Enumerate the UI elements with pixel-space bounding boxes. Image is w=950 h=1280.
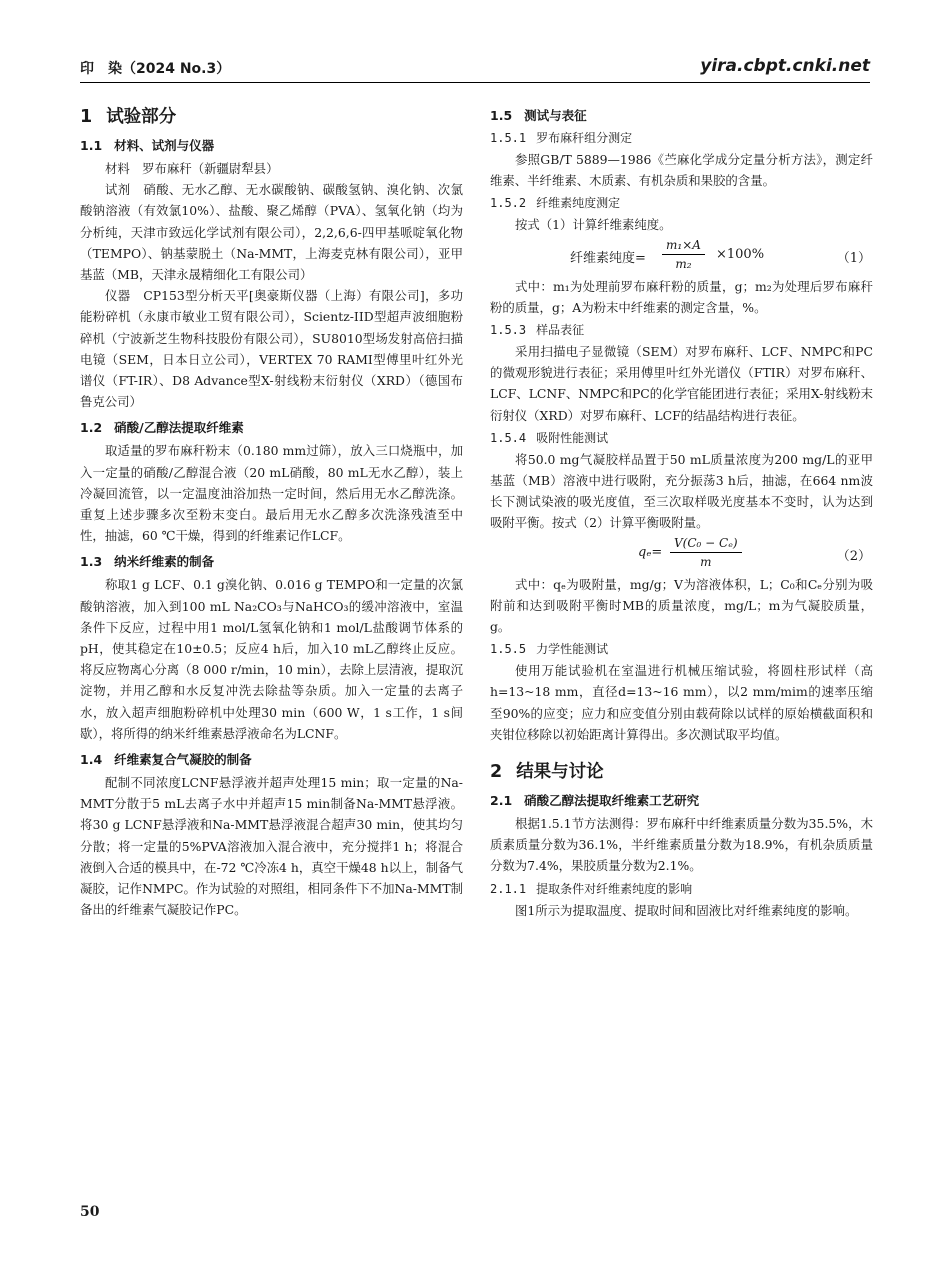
equation-1-tail: ×100% — [716, 246, 765, 262]
page-header — [80, 56, 870, 82]
left-column — [80, 100, 463, 921]
equation-2-denominator: m — [700, 554, 712, 569]
equation-1-number: （1） — [836, 250, 871, 266]
equation-1-numerator: m₁×A — [662, 236, 705, 255]
section-1-5-4-paragraph: 将50.0 mg气凝胶样品置于50 mL质量浓度为200 mg/L的亚甲基蓝（MB）溶液中进行吸附，充分振荡3 h后，抽滤，在664 nm波长下测试染液的吸光度值，至三次取样吸光度基本不变时，认为达到吸附平衡。按式（2）计算平衡吸附量。 — [490, 451, 873, 531]
section-1-5-5-heading: 1.5.5 力学性能测试 — [490, 642, 609, 657]
instruments-paragraph: 仪器 CP153型分析天平[奥豪斯仪器（上海）有限公司]，多功能粉碎机（永康市敏业工贸有限公司），Scientz-IID型超声波细胞粉碎机（宁波新芝生物科技股份有限公司），SU8010型场发射高倍扫描电镜（SEM，日本日立公司），VERTEX 70 RAMI型傅里叶红外光谱仪（FT-IR）、D8 Advance型X-射线粉末衍射仪（XRD）（德国布鲁克公司） — [80, 288, 463, 410]
section-1-5-2-heading: 1.5.2 纤维素纯度测定 — [490, 196, 621, 211]
equation-2-numerator: V(C₀ − Cₑ) — [670, 534, 742, 553]
section-2-heading: 2 结果与讨论 — [490, 762, 604, 783]
section-1-5-4-heading: 1.5.4 吸附性能测试 — [490, 430, 609, 445]
equation-1-explanation: 式中：m₁为处理前罗布麻秆粉的质量，g；m₂为处理后罗布麻秆粉的质量，g；A为粉末中纤维素的测定含量，%。 — [490, 278, 873, 315]
reagents-paragraph: 试剂 硝酸、无水乙醇、无水碳酸钠、碳酸氢钠、溴化钠、次氯酸钠溶液（有效氯10%）、盐酸、聚乙烯醇（PVA）、氢氧化钠（均为分析纯，天津市致远化学试剂有限公司），2,2,6,6-四甲基哌啶氧化物（TEMPO）、钠基蒙脱土（Na-MMT，上海麦克林有限公司），亚甲基蓝（MB，天津永晟精细化工有限公司） — [80, 182, 463, 283]
section-2-1-heading: 2.1 硝酸乙醇法提取纤维素工艺研究 — [490, 793, 700, 809]
section-2-1-1-paragraph: 图1所示为提取温度、提取时间和固液比对纤维素纯度的影响。 — [515, 902, 858, 918]
section-1-5-3-paragraph: 采用扫描电子显微镜（SEM）对罗布麻秆、LCF、NMPC和PC的微观形貌进行表征；采用傅里叶红外光谱仪（FTIR）对罗布麻秆、LCF、LCNF、NMPC和PC的化学官能团进行表征；采用X-射线粉末衍射仪（XRD）对罗布麻秆、LCF的结晶结构进行表征。 — [490, 344, 873, 423]
equation-1-fraction — [662, 236, 705, 273]
section-1-3-heading: 1.3 纳米纤维素的制备 — [80, 554, 215, 570]
section-1-4-paragraph: 配制不同浓度LCNF悬浮液并超声处理15 min；取一定量的Na-MMT分散于5 mL去离子水中并超声15 min制备Na-MMT悬浮液。将30 g LCNF悬浮液和Na-MMT悬浮液混合超声30 min，使其均匀分散；将一定量的5%PVA溶液加入混合液中，充分搅拌1 h；将混合液倒入合适的模具中，在-72 ℃冷冻4 h，真空干燥48 h以上，制备气凝胶，记作NMPC。作为试验的对照组，相同条件下不加Na-MMT制备出的纤维素气凝胶记作PC。 — [80, 775, 463, 918]
section-1-heading: 1 试验部分 — [80, 107, 177, 127]
section-1-5-1-heading: 1.5.1 罗布麻秆组分测定 — [490, 131, 633, 145]
materials-paragraph: 材料 罗布麻秆（新疆尉犁县） — [105, 161, 279, 176]
equation-1-lhs: 纤维素纯度= — [570, 250, 646, 266]
equation-2-fraction — [670, 534, 742, 571]
section-1-5-heading: 1.5 测试与表征 — [490, 108, 587, 123]
section-1-4-heading: 1.4 纤维素复合气凝胶的制备 — [80, 752, 252, 768]
equation-2-explanation: 式中：qₑ为吸附量，mg/g；V为溶液体积，L；C₀和Cₑ分别为吸附前和达到吸附平衡时MB的质量浓度，mg/L；m为气凝胶质量，g。 — [490, 576, 873, 635]
journal-website[interactable]: yira.cbpt.cnki.net — [700, 56, 870, 76]
equation-1 — [490, 236, 873, 276]
section-1-2-paragraph: 取适量的罗布麻秆粉末（0.180 mm过筛），放入三口烧瓶中，加入一定量的硝酸/乙醇混合液（20 mL硝酸，80 mL无水乙醇），装上冷凝回流管，以一定温度油浴加热一定时间，然后用无水乙醇洗涤。重复上述步骤多次至粉末变白。最后用无水乙醇多次洗涤残渣至中性，抽滤，60 ℃干燥，得到的纤维素记作LCF。 — [80, 443, 463, 544]
section-2-1-paragraph: 根据1.5.1节方法测得：罗布麻秆中纤维素质量分数为35.5%，木质素质量分数为36.1%，半纤维素质量分数为18.9%，有机杂质质量分数为7.4%，果胶质量分数为2.1%。 — [490, 816, 873, 874]
equation-1-denominator: m₂ — [675, 256, 692, 271]
equation-2-lhs: qₑ= — [638, 544, 663, 560]
equation-2-number: （2） — [836, 548, 871, 564]
page-number: 50 — [80, 1204, 100, 1220]
journal-name: 印 染（2024 No.3） — [80, 61, 231, 77]
header-rule — [80, 82, 870, 83]
section-1-2-heading: 1.2 硝酸/乙醇法提取纤维素 — [80, 420, 244, 436]
section-1-1-heading: 1.1 材料、试剂与仪器 — [80, 138, 215, 153]
section-1-5-3-heading: 1.5.3 样品表征 — [490, 323, 585, 338]
section-2-1-1-heading: 2.1.1 提取条件对纤维素纯度的影响 — [490, 881, 693, 896]
section-1-5-2-paragraph: 按式（1）计算纤维素纯度。 — [515, 217, 672, 233]
equation-2 — [490, 534, 873, 574]
section-1-5-5-paragraph: 使用万能试验机在室温进行机械压缩试验，将圆柱形试样（高h=13~18 mm，直径d=13~16 mm），以2 mm/mim的速率压缩至90%的应变；应力和应变值分别由载荷除以试样的原始横截面积和夹钳位移除以初始距离计算得出。多次测试取平均值。 — [490, 663, 873, 742]
section-1-3-paragraph: 称取1 g LCF、0.1 g溴化钠、0.016 g TEMPO和一定量的次氯酸钠溶液，加入到100 mL Na₂CO₃与NaHCO₃的缓冲溶液中，室温条件下反应，过程中用1 mol/L氢氧化钠和1 mol/L盐酸调节体系的pH，使其稳定在10±0.5；反应4 h后，加入10 mL乙醇终止反应。将反应物离心分离（8 000 r/min，10 min），去除上层清液，提取沉淀物，并用乙醇和水反复冲洗去除盐等杂质。加入一定量的去离子水，放入超声细胞粉碎机中处理30 min（600 W，1 s工作，1 s间歇），将所得的纳米纤维素悬浮液命名为LCNF。 — [80, 577, 463, 741]
section-1-5-1-paragraph: 参照GB/T 5889—1986《苎麻化学成分定量分析方法》，测定纤维素、半纤维素、木质素、有机杂质和果胶的含量。 — [490, 152, 873, 189]
right-column — [490, 100, 873, 921]
